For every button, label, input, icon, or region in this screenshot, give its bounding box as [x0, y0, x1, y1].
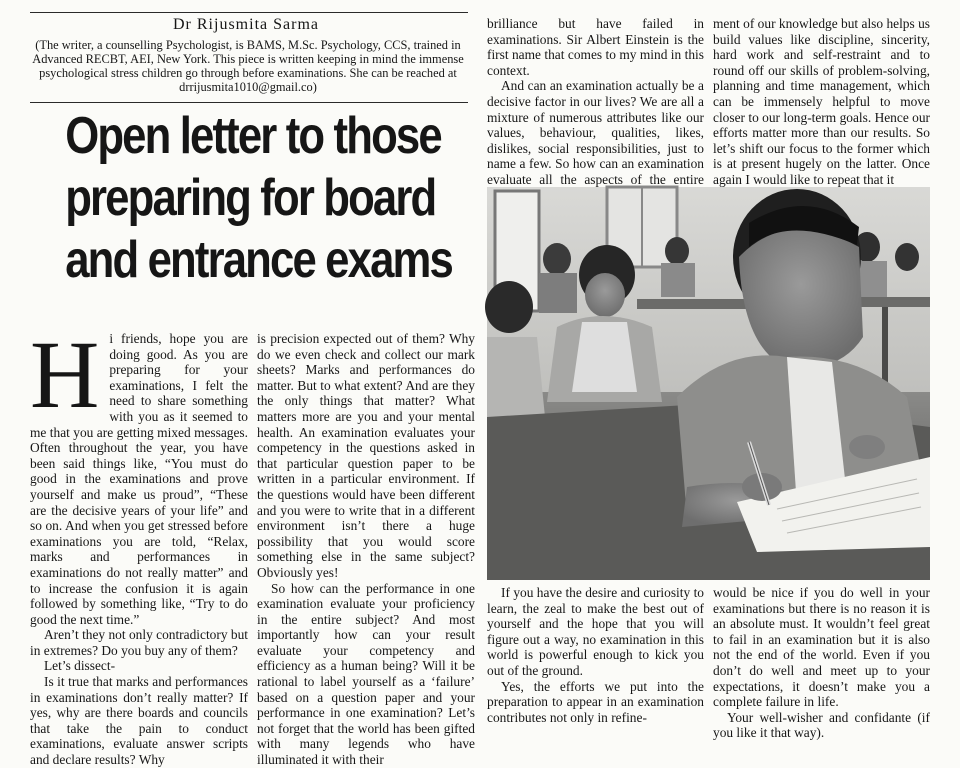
column-4-top [713, 16, 930, 187]
column-2 [257, 331, 475, 768]
column-1 [30, 321, 248, 768]
drop-cap: H [30, 321, 100, 428]
column-3-top [487, 16, 704, 187]
paragraph: Your well-wisher and confidante (if you like it that way). [713, 709, 930, 741]
photo-illustration [487, 187, 930, 580]
paragraph: would be nice if you do well in your examinations but there is no reason it is an absolute must. It wouldn’t feel great to fail in an examination but it is also not the end of the world. Even if you don’t do well and meet up to your expectations, it doesn’t make you a complete failure in life. [713, 585, 930, 710]
paragraph: If you have the desire and curiosity to learn, the zeal to make the best out of yourself and the hope that you will figure out a way, no examination in this world is powerful enough to kick you out of the ground. [487, 585, 704, 678]
paragraph: Is it true that marks and performances in examinations don’t really matter? If yes, why are there boards and councils that take the pain to conduct examinations, evaluate answer scripts and declare results? Why [30, 674, 248, 768]
paragraph: Yes, the efforts we put into the preparation to appear in an examination contributes not only in refine- [487, 678, 704, 725]
paragraph: is precision expected out of them? Why do we even check and collect our mark sheets? Marks and performances do matter. But to what extent? And are they the only things that matter? What matters more are you and your mental health. An examination evaluates your competency in the questions asked in that particular question paper to be written in a particular environment. If the questions would have been different and you were to write that in a different environment isn’t there a huge possibility that you would score something else in the same subject? Obviously yes! [257, 331, 475, 580]
paragraph: Let’s dissect- [44, 658, 116, 674]
headline [65, 105, 452, 291]
headline-line-2: preparing for board [65, 169, 436, 227]
top-rule-left [30, 12, 468, 13]
author-name: Dr Rijusmita Sarma [173, 16, 319, 33]
paragraph: So how can the performance in one examination evaluate your proficiency in the entire subject? And most importantly how can your result evaluate your competency and efficiency as a human being? Will it be rational to label yourself as a ‘failure’ based on a question paper and your performance in one examination? Let’s not forget that the world has been gifted with many legends who have illuminated it with their [257, 580, 475, 768]
byline-rule [30, 102, 468, 103]
author-description: (The writer, a counselling Psychologist, is BAMS, M.Sc. Psychology, CCS, trained in Advanced RECBT, AEI, New York. This piece is written keeping in mind the immense psychological stress children go through before examinations. She can be reached at drrijusmita1010@gmail.co) [32, 38, 464, 94]
paragraph: i friends, hope you are doing good. As you are preparing for your examinations, I felt the need to share something with you as it seemed to me that you are getting mixed messages. Often throughout the year, you have been said things like, “You must do good in the examinations and prove yourself and make us proud”, “These are the decisive years of your life” and so on. And when you get stressed before examinations you are told, “Relax, marks and performances in examinations do not really matter” and to increase the confusion it is again followed by something like, “Try to do good the next time.” [30, 331, 248, 627]
headline-line-3: and entrance exams [65, 231, 452, 289]
paragraph: ment of our knowledge but also helps us build values like discipline, sincerity, hard work and self-restraint and to round off our skills of problem-solving, planning and time management, which can be immensely helpful to move closer to our long-term goals. Hence our efforts matter more than our results. So let’s shift our focus to the former which is at present hugely on the latter. Once again I would like to repeat that it [713, 16, 930, 187]
paragraph: And can an examination actually be a decisive factor in our lives? We are all a mixture of numerous attributes like our values, behaviour, qualities, likes, dislikes, social responsibilities, just to name a few. So how can an examination evaluate all the aspects of the entire [487, 78, 704, 187]
exam-hall-photo [487, 187, 930, 580]
paragraph: Aren’t they not only contradictory but in extremes? Do you buy any of them? [30, 627, 248, 658]
column-4-bottom [713, 585, 930, 741]
headline-line-1: Open letter to those [65, 107, 441, 165]
paragraph: brilliance but have failed in examinations. Sir Albert Einstein is the first name that comes to my mind in this context. [487, 16, 704, 78]
column-3-bottom [487, 585, 704, 729]
